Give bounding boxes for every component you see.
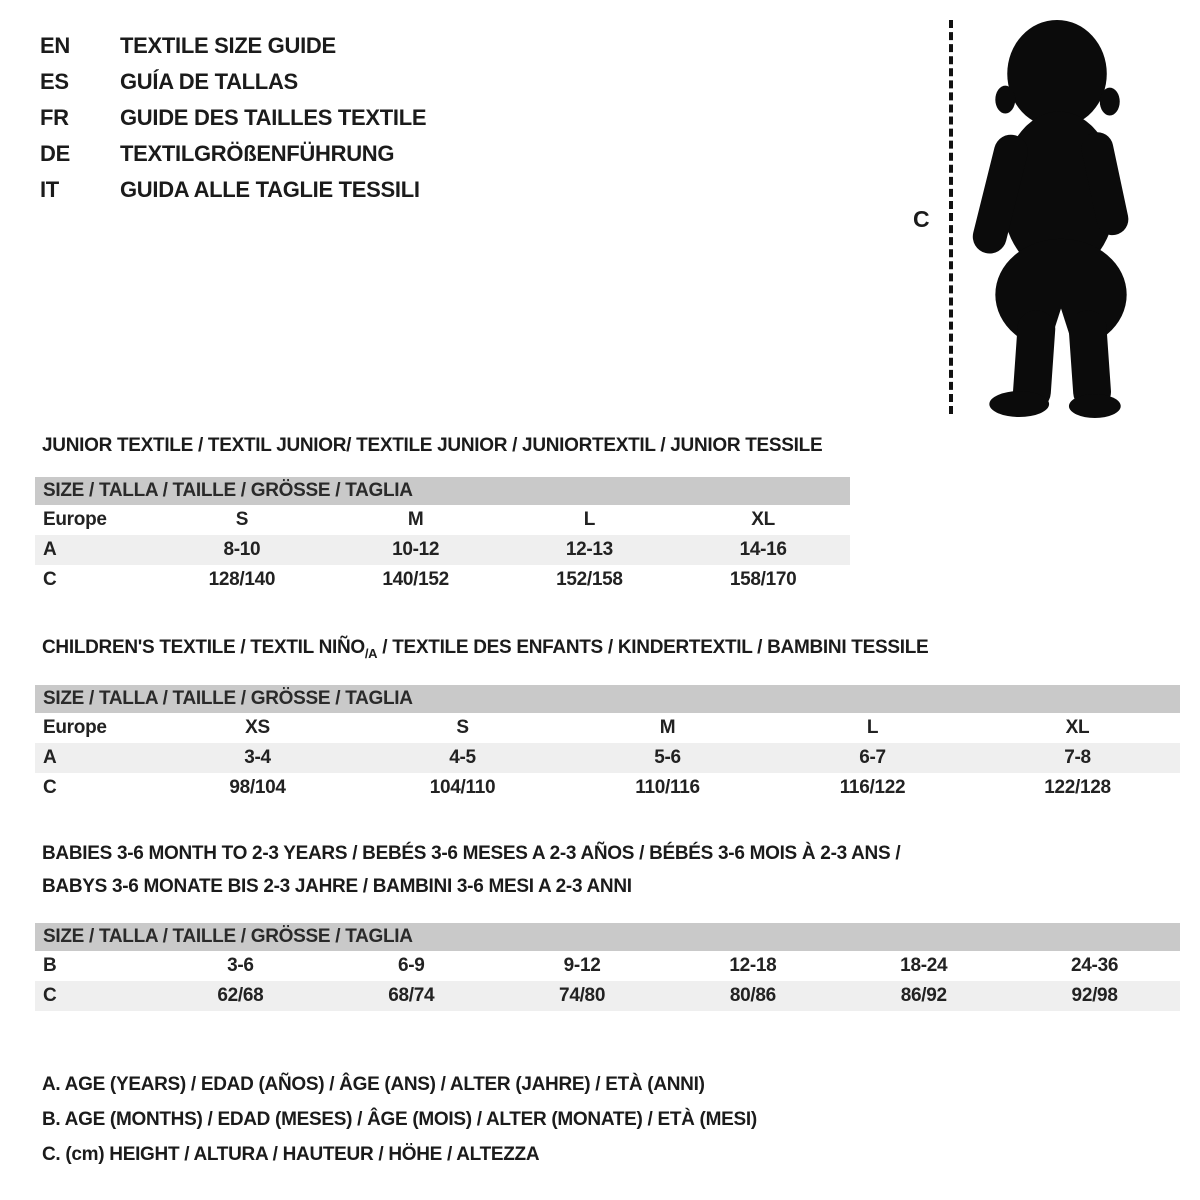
cell-value: L xyxy=(583,509,596,530)
table-row xyxy=(35,773,1180,803)
cell-value: 24-36 xyxy=(1071,954,1119,976)
table-row xyxy=(35,565,850,595)
cell-value: 92/98 xyxy=(1071,984,1118,1006)
cell-value: 62/68 xyxy=(217,984,264,1006)
guide-title: GUÍA DE TALLAS xyxy=(120,69,298,94)
cell-value: 12-18 xyxy=(729,954,777,976)
junior-size-table xyxy=(35,477,850,595)
cell-value: L xyxy=(866,716,879,738)
footnote-c: C. (cm) HEIGHT / ALTURA / HAUTEUR / HÖHE / ALTEZZA xyxy=(42,1143,540,1165)
table-header-row xyxy=(35,685,1180,713)
language-code: FR xyxy=(40,105,69,130)
cell-value: XL xyxy=(1065,716,1090,738)
cell-value: 110/116 xyxy=(635,776,700,798)
cell-value: M xyxy=(659,716,676,738)
cell-value: 152/158 xyxy=(556,569,623,590)
footnotes xyxy=(42,1067,1180,1172)
section-children-textile xyxy=(35,637,1180,803)
table-header: SIZE / TALLA / TAILLE / GRÖSSE / TAGLIA xyxy=(35,923,1180,951)
language-code: ES xyxy=(40,69,69,94)
table-row xyxy=(35,713,1180,743)
footnote-a: A. AGE (YEARS) / EDAD (AÑOS) / ÂGE (ANS) / ALTER (JAHRE) / ETÀ (ANNI) xyxy=(42,1073,705,1095)
guide-title: GUIDE DES TAILLES TEXTILE xyxy=(120,105,427,130)
section-title: JUNIOR TEXTILE / TEXTIL JUNIOR/ TEXTILE JUNIOR / JUNIORTEXTIL / JUNIOR TESSILE xyxy=(42,435,823,456)
section-title xyxy=(42,637,1180,665)
language-title-list xyxy=(40,28,426,208)
cell-value: 86/92 xyxy=(900,984,947,1006)
table-header: SIZE / TALLA / TAILLE / GRÖSSE / TAGLIA xyxy=(35,685,1180,713)
cell-value: 9-12 xyxy=(563,954,601,976)
cell-value: 4-5 xyxy=(449,746,476,768)
list-item xyxy=(40,28,426,64)
table-header-row xyxy=(35,923,1180,951)
table-row xyxy=(35,535,850,565)
cell-value: S xyxy=(235,509,249,530)
cell-value: 98/104 xyxy=(229,776,286,798)
row-label: A xyxy=(43,539,57,560)
cell-value: 12-13 xyxy=(565,539,613,560)
guide-title: TEXTILE SIZE GUIDE xyxy=(120,33,336,58)
cell-value: 128/140 xyxy=(208,569,276,590)
cell-value: XL xyxy=(751,509,775,530)
guide-title: GUIDA ALLE TAGLIE TESSILI xyxy=(120,177,420,202)
cell-value: 18-24 xyxy=(900,954,948,976)
toddler-silhouette-icon xyxy=(967,14,1157,422)
section-title-line2: BABYS 3-6 MONATE BIS 2-3 JAHRE / BAMBINI 3-6 MESI A 2-3 ANNI xyxy=(42,875,632,897)
size-guide-content xyxy=(35,435,1180,1172)
height-measure-figure xyxy=(905,14,1165,424)
row-label: Europe xyxy=(43,716,107,738)
list-item xyxy=(40,64,426,100)
cell-value: 158/170 xyxy=(729,569,797,590)
cell-value: XS xyxy=(245,716,270,738)
section-title-subscript: /A xyxy=(364,645,378,661)
list-item xyxy=(40,136,426,172)
row-label: C xyxy=(43,776,57,798)
table-row xyxy=(35,951,1180,981)
table-row xyxy=(35,505,850,535)
section-babies-textile xyxy=(35,837,1180,1011)
cell-value: 5-6 xyxy=(654,746,681,768)
cell-value: 122/128 xyxy=(1044,776,1111,798)
guide-title: TEXTILGRÖßENFÜHRUNG xyxy=(120,141,395,166)
row-label: C xyxy=(43,569,57,590)
cell-value: 104/110 xyxy=(429,776,496,798)
children-size-table xyxy=(35,685,1180,803)
section-title-line1: BABIES 3-6 MONTH TO 2-3 YEARS / BEBÉS 3-6 MESES A 2-3 AÑOS / BÉBÉS 3-6 MOIS À 2-3 ANS / xyxy=(42,842,901,864)
cell-value: 68/74 xyxy=(388,984,435,1006)
babies-size-table xyxy=(35,923,1180,1011)
language-code: DE xyxy=(40,141,70,166)
section-junior-textile xyxy=(35,435,1180,595)
row-label: C xyxy=(43,984,57,1006)
list-item xyxy=(40,100,426,136)
cell-value: 6-9 xyxy=(397,954,425,976)
row-label: B xyxy=(43,954,57,976)
cell-value: S xyxy=(456,716,469,738)
table-row xyxy=(35,743,1180,773)
cell-value: 7-8 xyxy=(1064,746,1091,768)
cell-value: 3-6 xyxy=(227,954,254,976)
cell-value: 10-12 xyxy=(392,539,440,560)
row-label: Europe xyxy=(43,509,107,530)
cell-value: 74/80 xyxy=(559,984,606,1006)
section-title-part: / TEXTILE DES ENFANTS / KINDERTEXTIL / BAMBINI TESSILE xyxy=(377,637,929,658)
section-title xyxy=(42,837,1180,903)
footnote-b: B. AGE (MONTHS) / EDAD (MESES) / ÂGE (MOIS) / ALTER (MONATE) / ETÀ (MESI) xyxy=(42,1108,757,1130)
cell-value: 6-7 xyxy=(859,746,886,768)
row-label: A xyxy=(43,746,57,768)
measure-label: C xyxy=(913,206,930,232)
cell-value: 3-4 xyxy=(244,746,271,768)
cell-value: 140/152 xyxy=(382,569,449,590)
cell-value: M xyxy=(407,509,424,530)
table-header: SIZE / TALLA / TAILLE / GRÖSSE / TAGLIA xyxy=(35,477,850,505)
cell-value: 14-16 xyxy=(739,539,787,560)
cell-value: 80/86 xyxy=(729,984,776,1006)
cell-value: 116/122 xyxy=(839,776,906,798)
table-row xyxy=(35,981,1180,1011)
list-item xyxy=(40,172,426,208)
table-header-row xyxy=(35,477,850,505)
measure-dashed-line xyxy=(949,20,953,414)
language-code: EN xyxy=(40,33,70,58)
cell-value: 8-10 xyxy=(223,539,261,560)
section-title-part: CHILDREN'S TEXTILE / TEXTIL NIÑO xyxy=(42,637,365,658)
language-code: IT xyxy=(40,177,59,202)
